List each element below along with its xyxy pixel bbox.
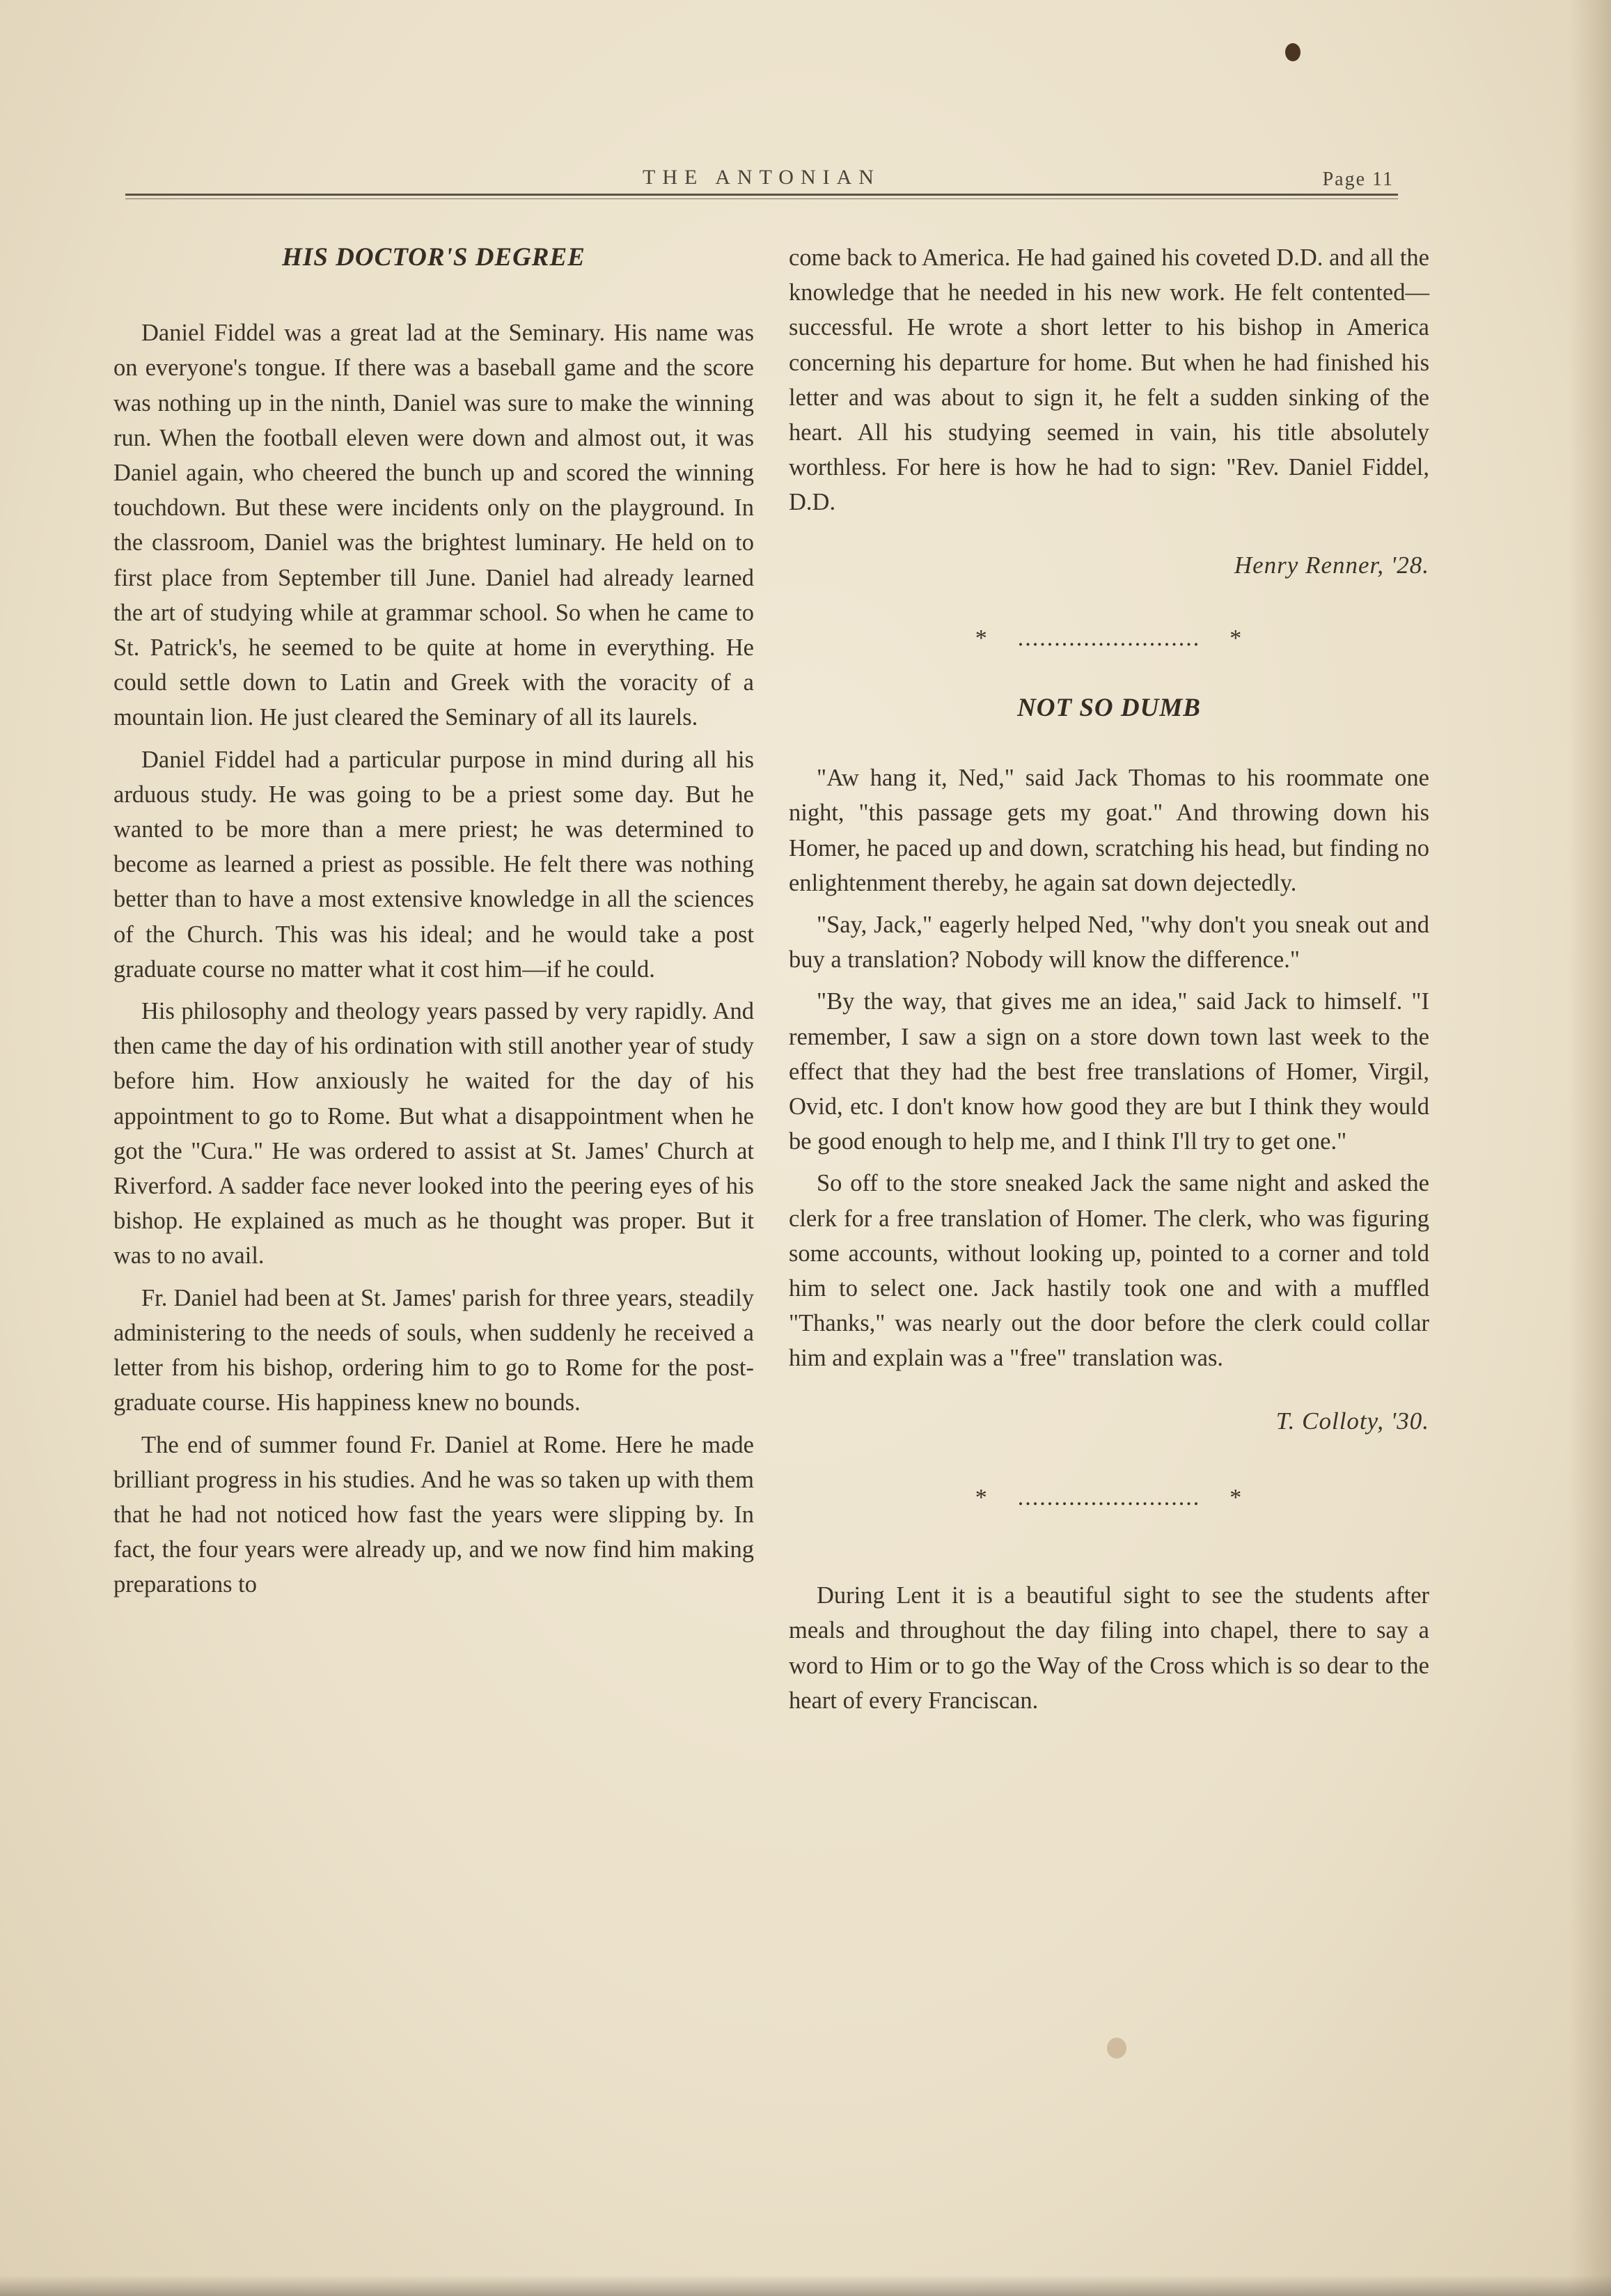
paragraph: "By the way, that gives me an idea," said Jack to himself. "I remember, I saw a sign on a store down town last week to the effect that they had the best free translations of Homer, Virgil, Ovid, etc. I don't know how good they are but I think they would be good enough to help me, and I think I'll try to get one." bbox=[789, 988, 1429, 1155]
ink-stain bbox=[1285, 43, 1300, 61]
paragraph: "Aw hang it, Ned," said Jack Thomas to his roommate one night, "this passage gets my goat." And throwing down his Homer, he paced up and down, scratching his head, but finding no enlightenment thereby, he again sat down dejectedly. bbox=[789, 765, 1429, 896]
paragraph: His philosophy and theology years passed by very rapidly. And then came the day of his ordination with still another year of study before him. How anxiously he waited for the day of his appointment to go to Rome. But what a disappointment when he got the "Cura." He was ordered to assist at St. James' Church at Riverford. A sadder face never looked into the peering eyes of his bishop. He explained as much as he thought was proper. But it was to no avail. bbox=[113, 998, 754, 1270]
right-column bbox=[789, 240, 1429, 1721]
page-edge-shadow bbox=[1569, 0, 1611, 2296]
paragraph: Daniel Fiddel had a particular purpose in mind during all his arduous study. He was going to be a priest some day. But he wanted to be more than a mere priest; he was determined to become as learned a priest as possible. He felt there was nothing better than to have a most extensive knowledge in all the sciences of the Church. This was his ideal; and he would take a post graduate course no matter what it cost him—if he could. bbox=[113, 746, 754, 983]
paragraph: So off to the store sneaked Jack the same night and asked the clerk for a free translation of Homer. The clerk, who was figuring some accounts, without looking up, pointed to a corner and told him to select one. Jack hastily took one and with a muffled "Thanks," was nearly out the door before the clerk could collar him and explain was a "free" translation was. bbox=[789, 1170, 1429, 1372]
page-number: Page 11 bbox=[1322, 169, 1394, 190]
paragraph: Daniel Fiddel was a great lad at the Seminary. His name was on everyone's tongue. If there was a baseball game and the score was nothing up in the ninth, Daniel was sure to make the winning run. When the football eleven were down and almost out, it was Daniel again, who cheered the bunch up and scored the winning touchdown. But these were incidents only on the playground. In the classroom, Daniel was the brightest luminary. He held on to first place from September till June. Daniel had already learned the art of studying while at grammar school. So when he came to St. Patrick's, he seemed to be quite at home in everything. He could settle down to Latin and Greek with the voracity of a mountain lion. He just cleared the Seminary of all its laurels. bbox=[113, 320, 754, 731]
publication-title: THE ANTONIAN bbox=[643, 166, 881, 189]
author-signature: Henry Renner, '28. bbox=[1234, 551, 1429, 579]
closing-paragraph: During Lent it is a beautiful sight to see the students after meals and throughout the day filing into chapel, there to say a word to Him or to go the Way of the Cross which is so dear to the heart of every Franciscan. bbox=[789, 1582, 1429, 1714]
author-signature: T. Colloty, '30. bbox=[1275, 1407, 1429, 1435]
section-divider: * ......................... * bbox=[975, 625, 1243, 651]
article-title: HIS DOCTOR'S DEGREE bbox=[282, 243, 586, 272]
left-column bbox=[113, 240, 754, 1605]
article-title: NOT SO DUMB bbox=[1017, 694, 1201, 723]
paper-stain bbox=[1107, 2038, 1126, 2059]
header-rule-thin bbox=[125, 198, 1398, 199]
header-rule bbox=[125, 194, 1398, 196]
paragraph-continued: come back to America. He had gained his coveted D.D. and all the knowledge that he needed in his new work. He felt contented—successful. He wrote a short letter to his bishop in America concerning his departure for home. But when he had finished his letter and was about to sign it, he felt a sudden sinking of the heart. All his studying seemed in vain, his title absolutely worthless. For here is how he had to sign: "Rev. Daniel Fiddel, D.D. bbox=[789, 244, 1429, 516]
section-divider: * ......................... * bbox=[975, 1484, 1243, 1510]
page-bottom-edge bbox=[0, 2275, 1611, 2296]
paragraph: Fr. Daniel had been at St. James' parish for three years, steadily administering to the needs of souls, when suddenly he received a letter from his bishop, ordering him to go to Rome for the post-graduate course. His happiness knew no bounds. bbox=[113, 1284, 754, 1416]
paragraph: "Say, Jack," eagerly helped Ned, "why don't you sneak out and buy a translation? Nobody will know the difference." bbox=[789, 912, 1429, 974]
page-header bbox=[125, 166, 1398, 201]
paragraph: The end of summer found Fr. Daniel at Rome. Here he made brilliant progress in his studies. And he was so taken up with them that he had not noticed how fast the years were slipping by. In fact, the four years were already up, and we now find him making preparations to bbox=[113, 1431, 754, 1598]
